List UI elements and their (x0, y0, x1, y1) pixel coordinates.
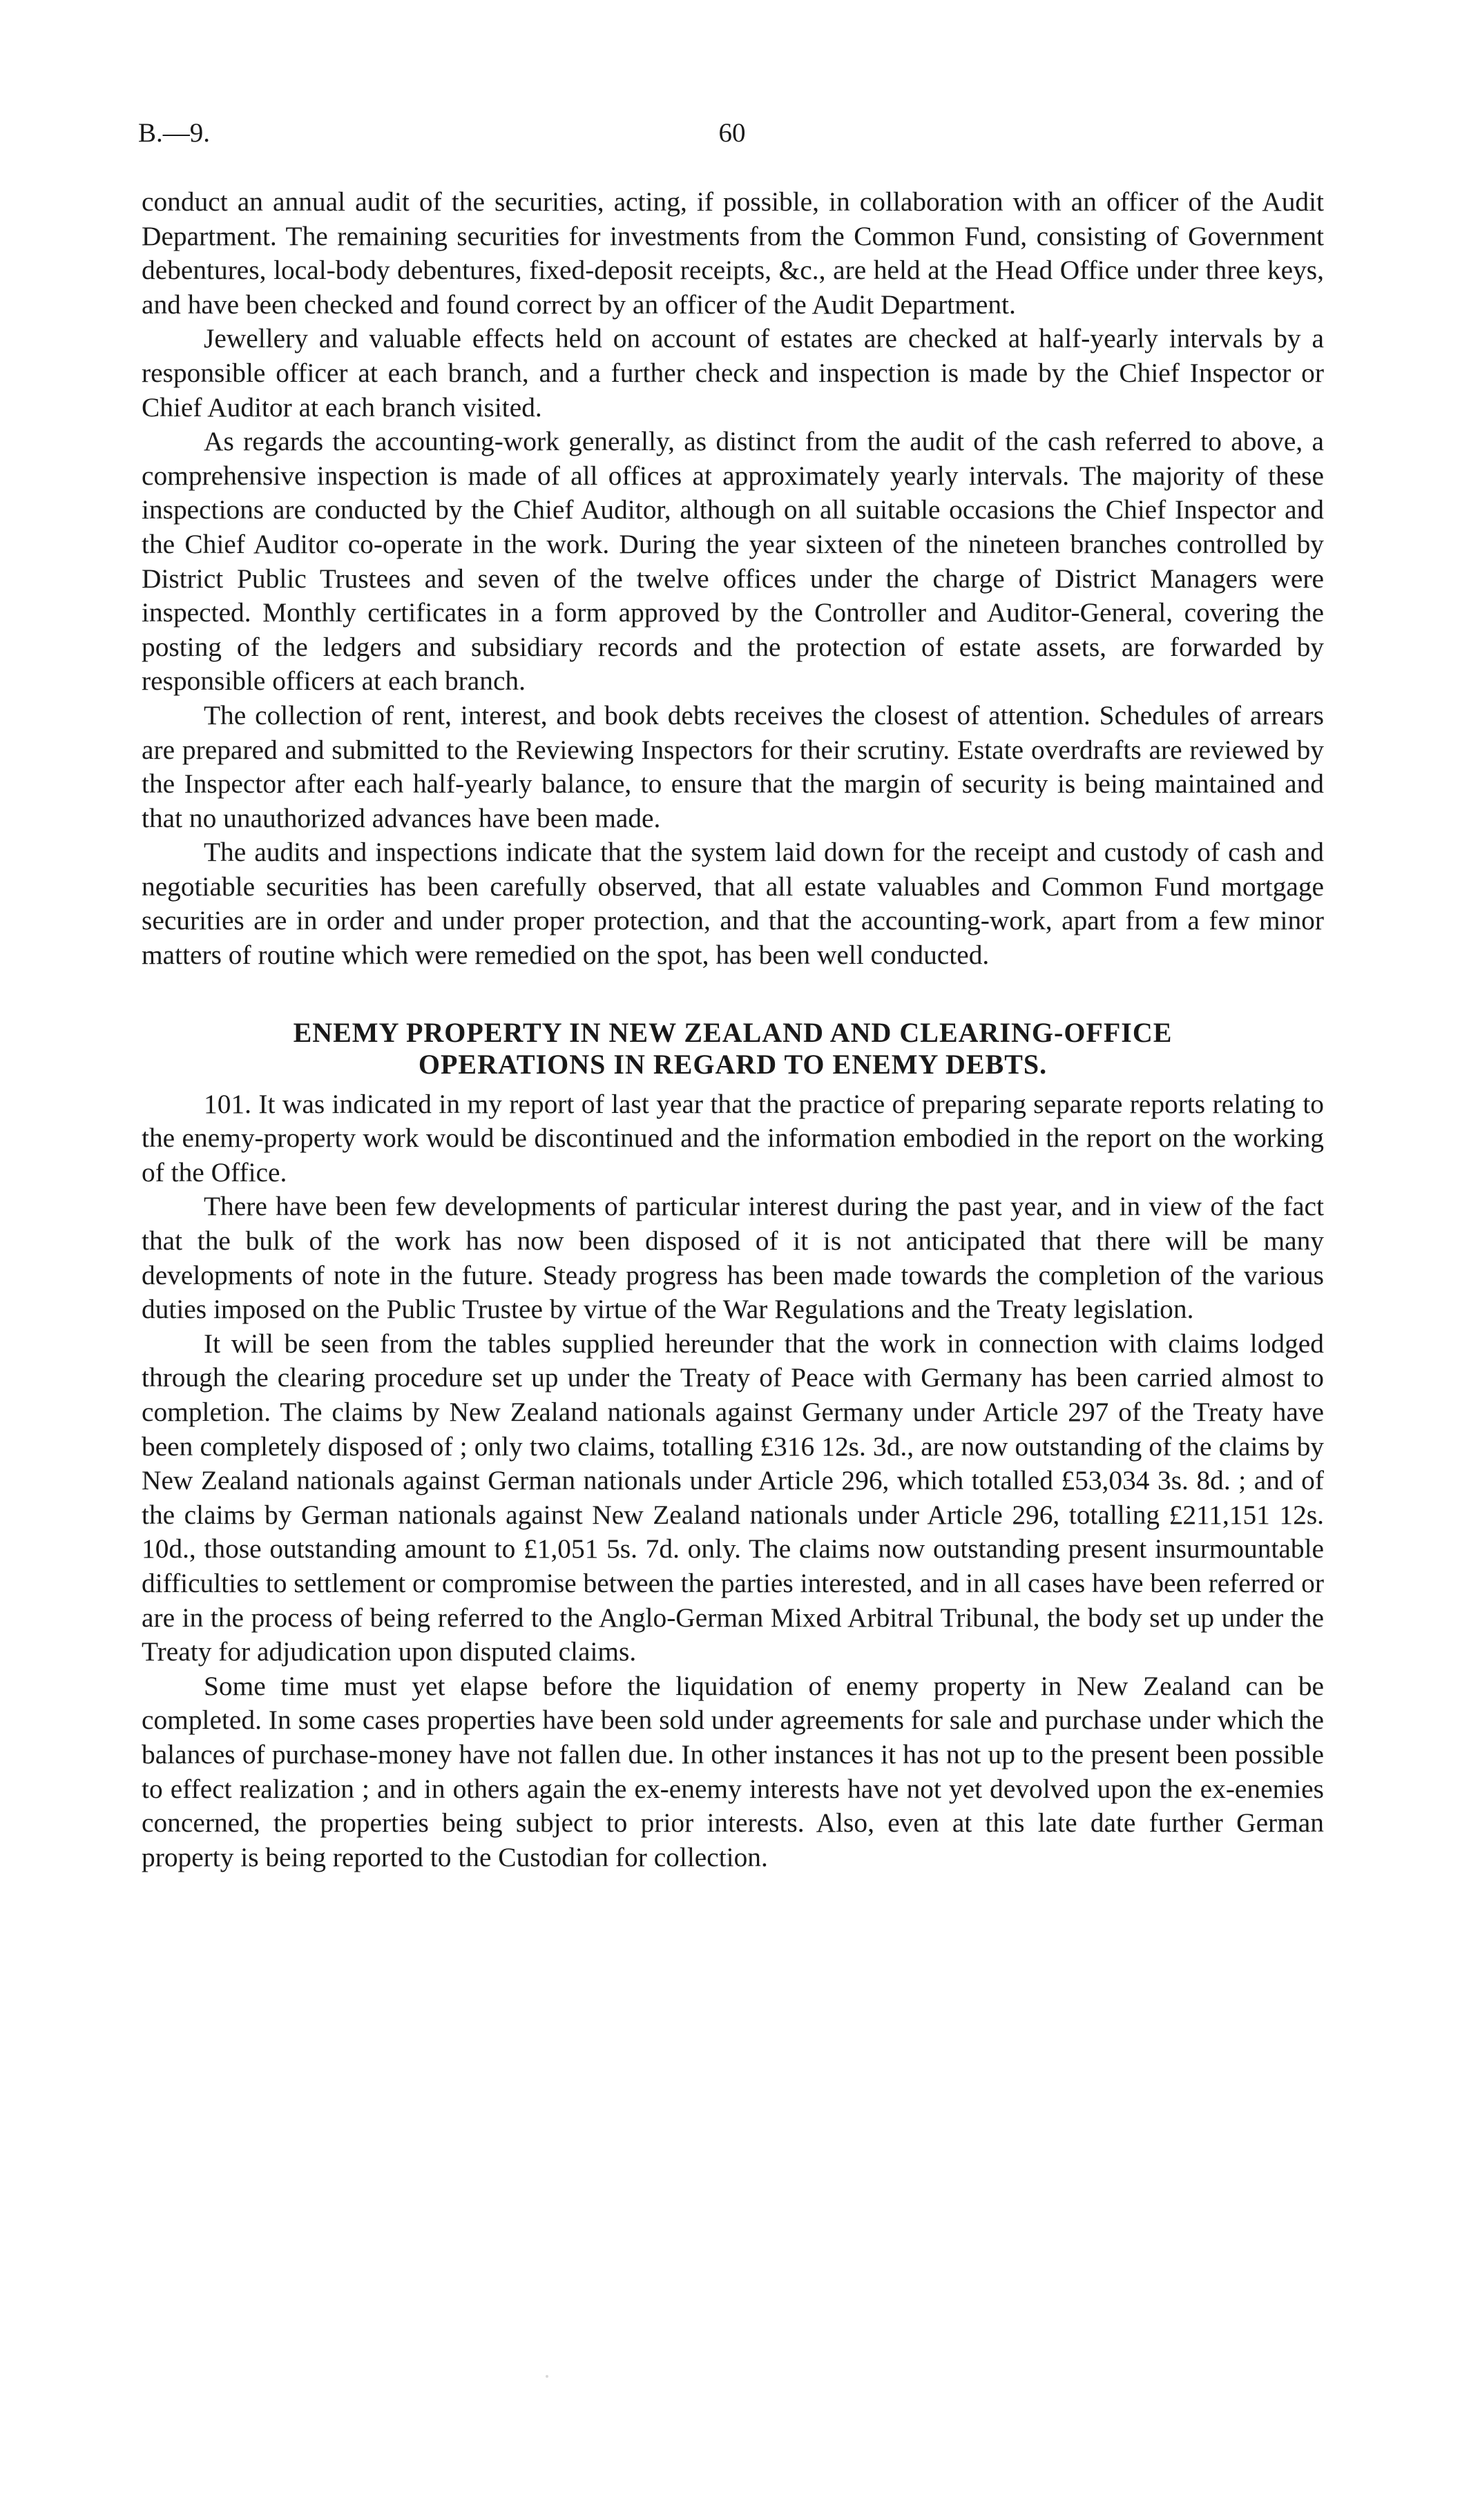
paragraph: It will be seen from the tables supplied hereunder that the work in connection with claims lodged through the clearing procedure set up under the Treaty of Peace with Germany has been carried almost to completion. The claims by New Zealand nationals against Germany under Article 297 of the Treaty have been completely disposed of ; only two claims, totalling £316 12s. 3d., are now outstanding of the claims by New Zealand nationals against German nationals under Article 296, which totalled £53,034 3s. 8d. ; and of the claims by German nationals against New Zealand nationals under Article 296, totalling £211,151 12s. 10d., those outstanding amount to £1,051 5s. 7d. only. The claims now outstanding present insurmountable difficulties to settlement or compromise between the parties interested, and in all cases have been referred or are in the process of being referred to the Anglo-German Mixed Arbitral Tribunal, the body set up under the Treaty for adjudication upon disputed claims. (142, 1328, 1324, 1667)
body-text (142, 185, 1324, 1874)
scan-speck (546, 2375, 548, 2378)
paragraph: Some time must yet elapse before the liquidation of enemy property in New Zealand can be completed. In some cases properties have been sold under agreements for sale and purchase under which the balances of purchase-money have not fallen due. In other instances it has not up to the present been possible to effect realization ; and in others again the ex-enemy interests have not yet devolved upon the ex-enemies concerned, the properties being subject to prior interests. Also, even at this late date further German property is being reported to the Custodian for collection. (142, 1670, 1324, 1872)
section-heading-line: OPERATIONS IN REGARD TO ENEMY DEBTS. (418, 1048, 1048, 1080)
paragraph: The collection of rent, interest, and book debts receives the closest of attention. Schedules of arrears are prepared and submitted to the Reviewing Inspectors for their scrutiny. Estate overdrafts are reviewed by the Inspector after each half-yearly balance, to ensure that the margin of security is being maintained and that no unauthorized advances have been made. (142, 699, 1324, 833)
paragraph: Jewellery and valuable effects held on account of estates are checked at half-yearly intervals by a responsible officer at each branch, and a further check and inspection is made by the Chief Inspector or Chief Auditor at each branch visited. (142, 323, 1324, 423)
paragraph: There have been few developments of particular interest during the past year, and in view of the fact that the bulk of the work has now been disposed of it is not anticipated that there will be many developments of note in the future. Steady progress has been made towards the completion of the various duties imposed on the Public Trustee by virtue of the War Regulations and the Treaty legislation. (142, 1191, 1324, 1325)
page-number: 60 (718, 118, 746, 148)
paragraph: 101. It was indicated in my report of last year that the practice of preparing separate reports relating to the enemy-property work would be discontinued and the information embodied in the report on the working of the Office. (142, 1088, 1324, 1188)
section-heading-line: ENEMY PROPERTY IN NEW ZEALAND AND CLEARING-OFFICE (293, 1016, 1173, 1048)
paragraph: conduct an annual audit of the securities, acting, if possible, in collaboration with an officer of the Audit Department. The remaining securities for investments from the Common Fund, consisting of Government debentures, local-body debentures, fixed-deposit receipts, &c., are held at the Head Office under three keys, and have been checked and found correct by an officer of the Audit Department. (142, 186, 1324, 320)
document-code: B.—9. (138, 118, 211, 148)
paragraph: The audits and inspections indicate that the system laid down for the receipt and custody of cash and negotiable securities has been carefully observed, that all estate valuables and Common Fund mortgage securities are in order and under proper protection, and that the accounting-work, apart from a few minor matters of routine which were remedied on the spot, has been well conducted. (142, 837, 1324, 971)
running-header (138, 117, 1326, 159)
paragraph: As regards the accounting-work generally, as distinct from the audit of the cash referred to above, a comprehensive inspection is made of all offices at approximately yearly intervals. The majority of these inspections are conducted by the Chief Auditor, although on all suitable occasions the Chief Inspector and the Chief Auditor co-operate in the work. During the year sixteen of the nineteen branches controlled by District Public Trustees and seven of the twelve offices under the charge of District Managers were inspected. Monthly certificates in a form approved by the Controller and Auditor-General, covering the posting of the ledgers and subsidiary records and the protection of estate assets, are forwarded by responsible officers at each branch. (142, 426, 1324, 697)
section-heading (142, 1017, 1324, 1080)
